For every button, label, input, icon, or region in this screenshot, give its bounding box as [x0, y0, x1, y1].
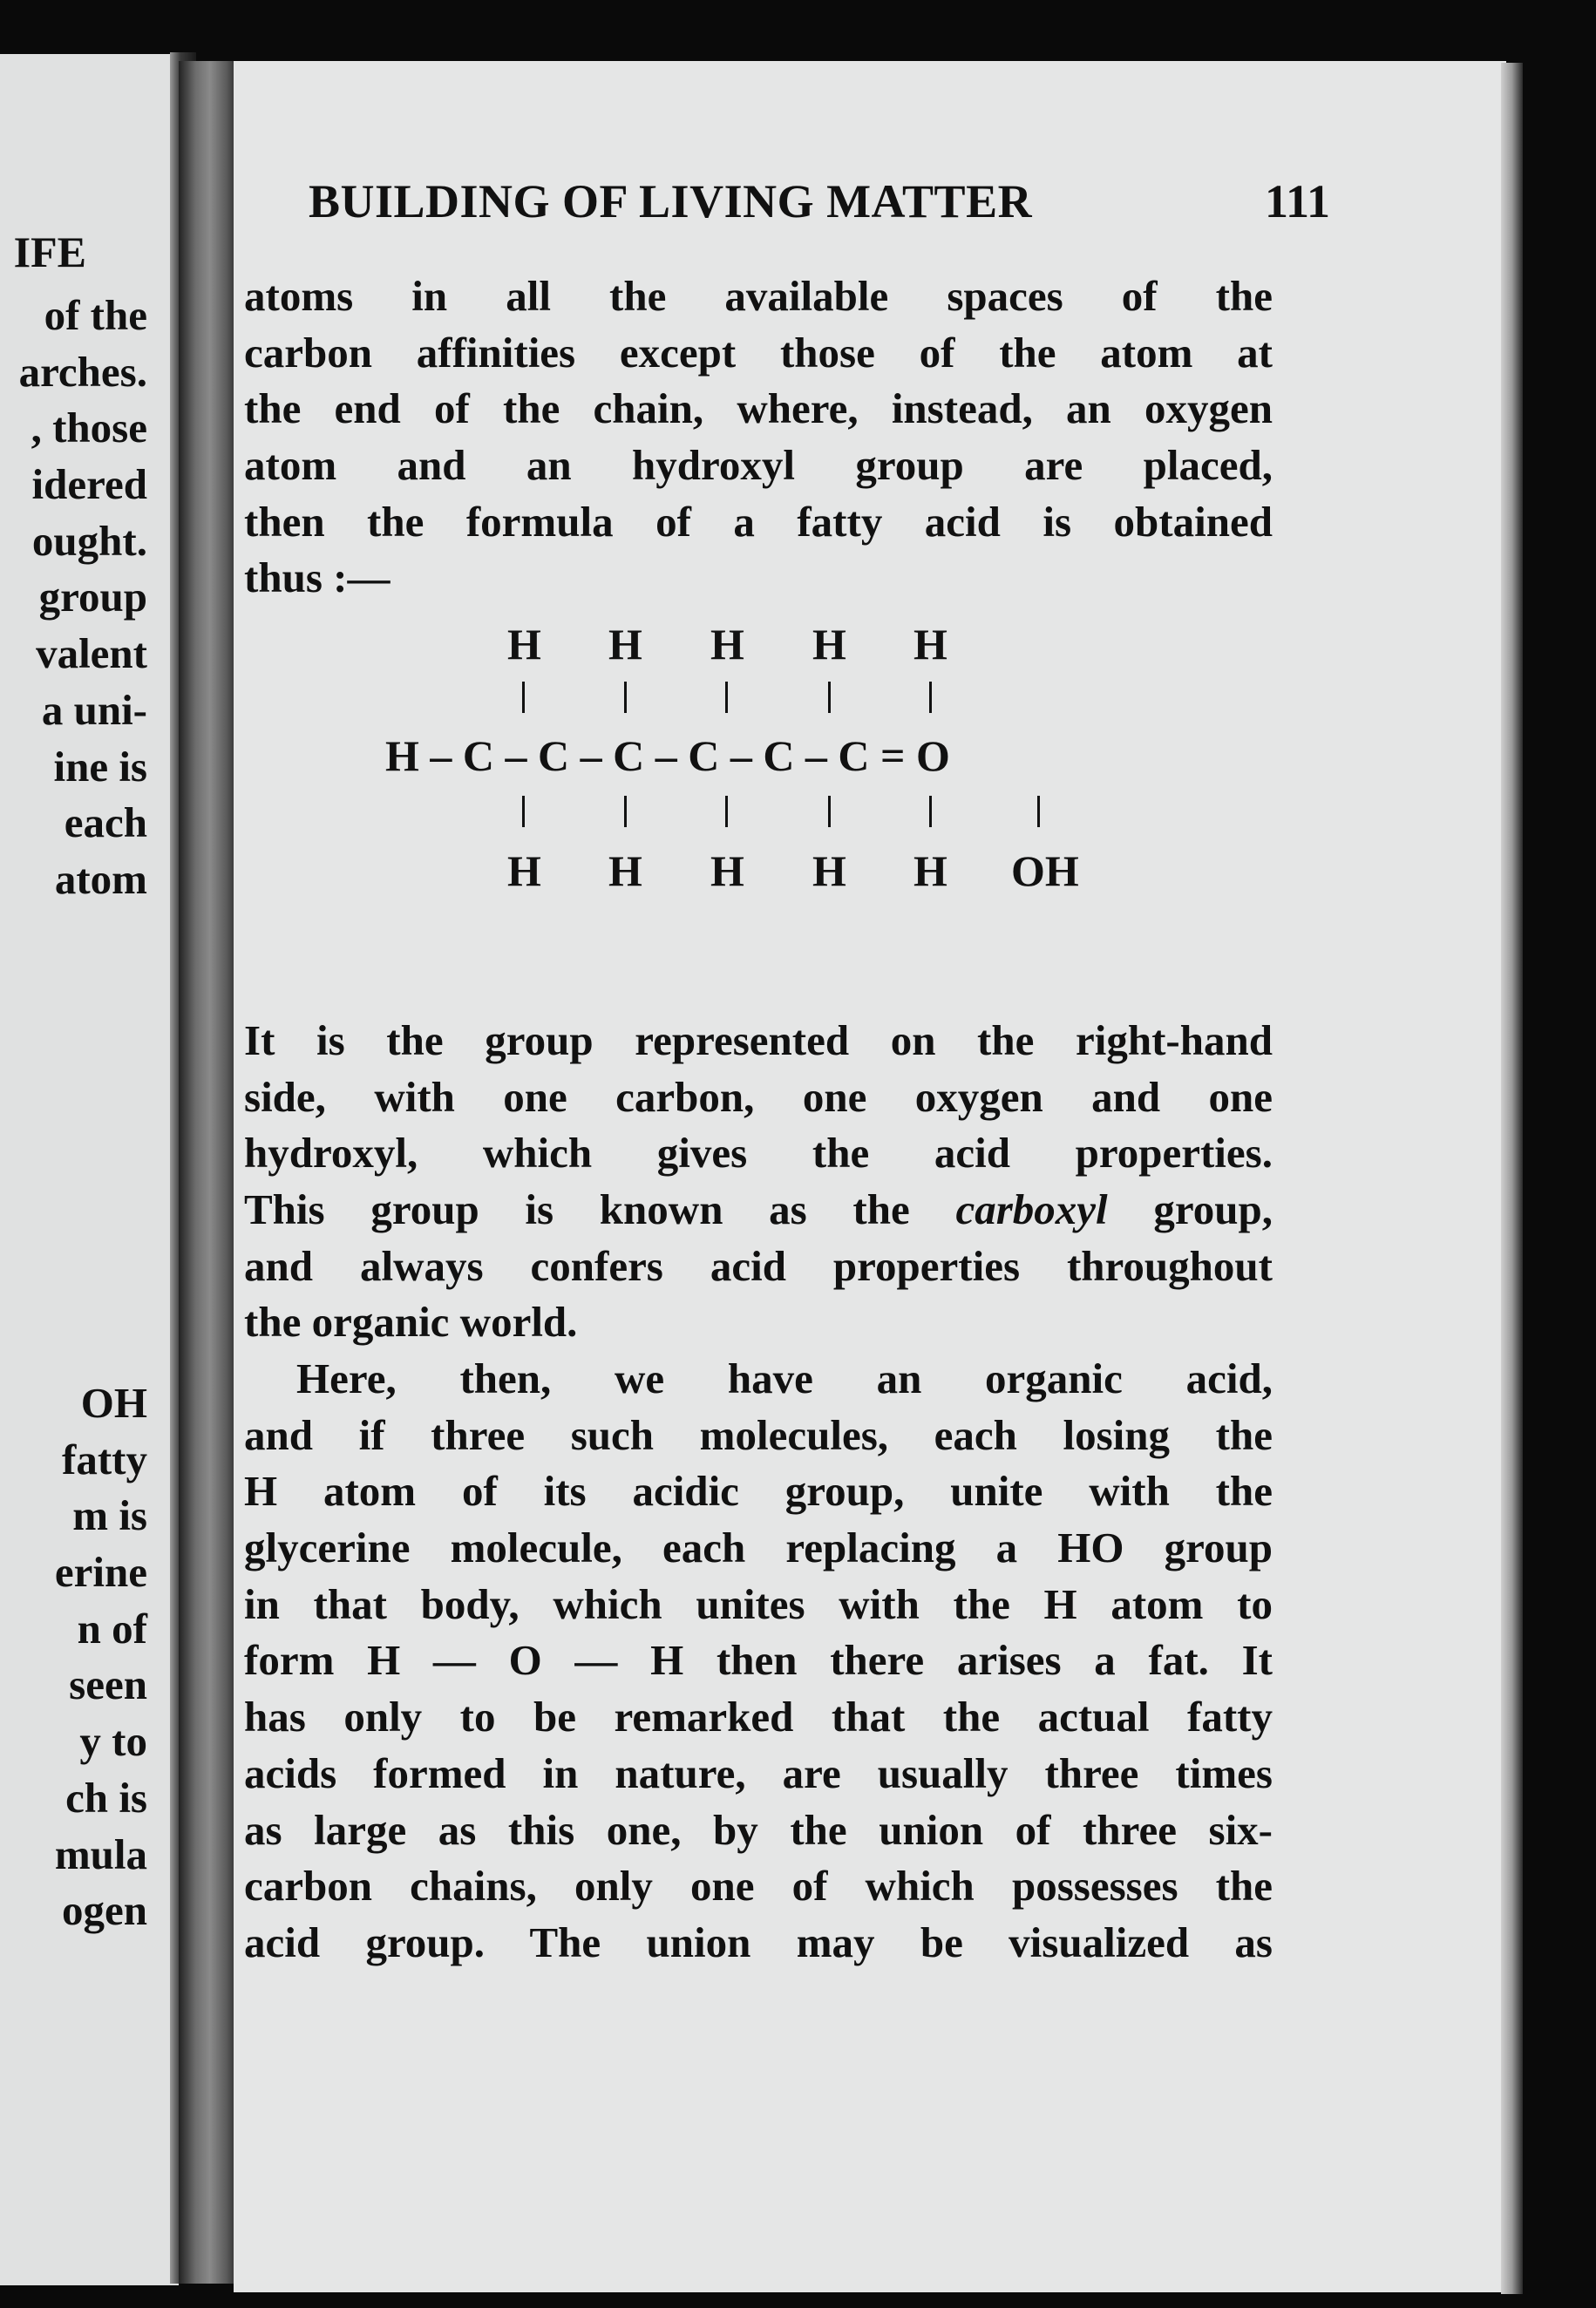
formula-top-h: H [710, 620, 744, 669]
bond-line [929, 682, 932, 713]
text-line: acid group. The union may be visualized as [244, 1918, 1273, 1966]
left-line: arches. [18, 347, 147, 396]
paragraph-1 [244, 268, 1273, 607]
formula-top-h: H [812, 620, 846, 669]
formula-carbon-chain: H – C – C – C – C – C – C = O [385, 731, 950, 780]
left-line: each [64, 798, 147, 847]
left-line: seen [69, 1660, 147, 1709]
formula-bottom-h: H [608, 846, 642, 895]
left-line: m is [72, 1491, 147, 1540]
text-line: side, with one carbon, one oxygen and one [244, 1072, 1273, 1121]
formula-bottom-oh: OH [1011, 846, 1079, 895]
text-line: the end of the chain, where, instead, an oxygen [244, 384, 1273, 433]
main-page [234, 61, 1506, 2292]
body-text-block [244, 61, 1273, 2153]
left-line: ought. [31, 516, 147, 565]
left-line: group [38, 573, 147, 621]
text-line: and always confers acid properties throughout [244, 1241, 1273, 1290]
bond-line [1037, 796, 1040, 827]
left-page-header: IFE [13, 227, 86, 276]
left-line: atom [54, 854, 147, 903]
formula-bottom-h: H [812, 846, 846, 895]
text-line: glycerine molecule, each replacing a HO group [244, 1524, 1273, 1572]
text-line: atom and an hydroxyl group are placed, [244, 441, 1273, 490]
italic-term-carboxyl: carboxyl [955, 1185, 1108, 1234]
left-line: , those [31, 404, 147, 452]
bond-line [828, 796, 831, 827]
left-line: mula [54, 1829, 147, 1878]
bond-line [725, 796, 728, 827]
left-page-fragment [0, 54, 179, 2285]
bond-line [624, 796, 627, 827]
left-line: valent [36, 629, 147, 678]
text-line: thus :— [244, 553, 391, 602]
left-line: ine is [53, 742, 147, 791]
bond-line [828, 682, 831, 713]
text-line: the organic world. [244, 1298, 578, 1347]
bond-line [725, 682, 728, 713]
left-line: erine [54, 1548, 147, 1597]
paragraph-3 [244, 1351, 1273, 1972]
text-line: H atom of its acidic group, unite with the [244, 1467, 1273, 1516]
text-line: has only to be remarked that the actual fatty [244, 1693, 1273, 1741]
formula-bottom-h: H [507, 846, 541, 895]
formula-top-h: H [608, 620, 642, 669]
left-line: a uni- [41, 685, 147, 734]
bond-line [624, 682, 627, 713]
page-number: 111 [1265, 175, 1331, 227]
text-line [244, 1182, 1273, 1239]
left-line: n of [77, 1604, 147, 1653]
left-line: OH [80, 1379, 147, 1427]
left-line: fatty [62, 1435, 147, 1483]
text-line: in that body, which unites with the H atom to [244, 1579, 1273, 1628]
left-page-text-bottom [55, 1375, 147, 1939]
header-title: BUILDING OF LIVING MATTER [309, 175, 1033, 227]
text-line: It is the group represented on the right-hand [244, 1016, 1273, 1064]
bond-line [522, 796, 525, 827]
left-line: ogen [62, 1886, 147, 1935]
left-line: y to [79, 1717, 147, 1766]
text-line: carbon affinities except those of the atom at [244, 328, 1273, 377]
left-line: ch is [65, 1773, 147, 1822]
left-page-text-top [19, 288, 147, 908]
left-line: idered [31, 460, 147, 509]
formula-bottom-h: H [913, 846, 947, 895]
paragraph-2 [244, 1013, 1273, 1351]
text-line: as large as this one, by the union of three six- [244, 1805, 1273, 1854]
formula-top-h: H [507, 620, 541, 669]
text-line: form H — O — H then there arises a fat. It [244, 1636, 1273, 1685]
text-line: Here, then, we have an organic acid, [296, 1354, 1273, 1402]
right-page-edge [1501, 63, 1523, 2294]
text-line: acids formed in nature, are usually three times [244, 1748, 1273, 1797]
book-gutter [179, 61, 235, 2284]
text-line: carbon chains, only one of which possesses the [244, 1862, 1273, 1911]
formula-bottom-h: H [710, 846, 744, 895]
text-line: and if three such molecules, each losing the [244, 1410, 1273, 1459]
text-line: then the formula of a fatty acid is obtained [244, 497, 1273, 546]
bond-line [522, 682, 525, 713]
text-span: This group is known as the [244, 1185, 956, 1234]
bond-line [929, 796, 932, 827]
formula-top-h: H [913, 620, 947, 669]
text-span: group, [1107, 1185, 1273, 1234]
text-line: atoms in all the available spaces of the [244, 272, 1273, 320]
left-line: of the [44, 291, 147, 339]
text-line: hydroxyl, which gives the acid properties. [244, 1129, 1273, 1178]
